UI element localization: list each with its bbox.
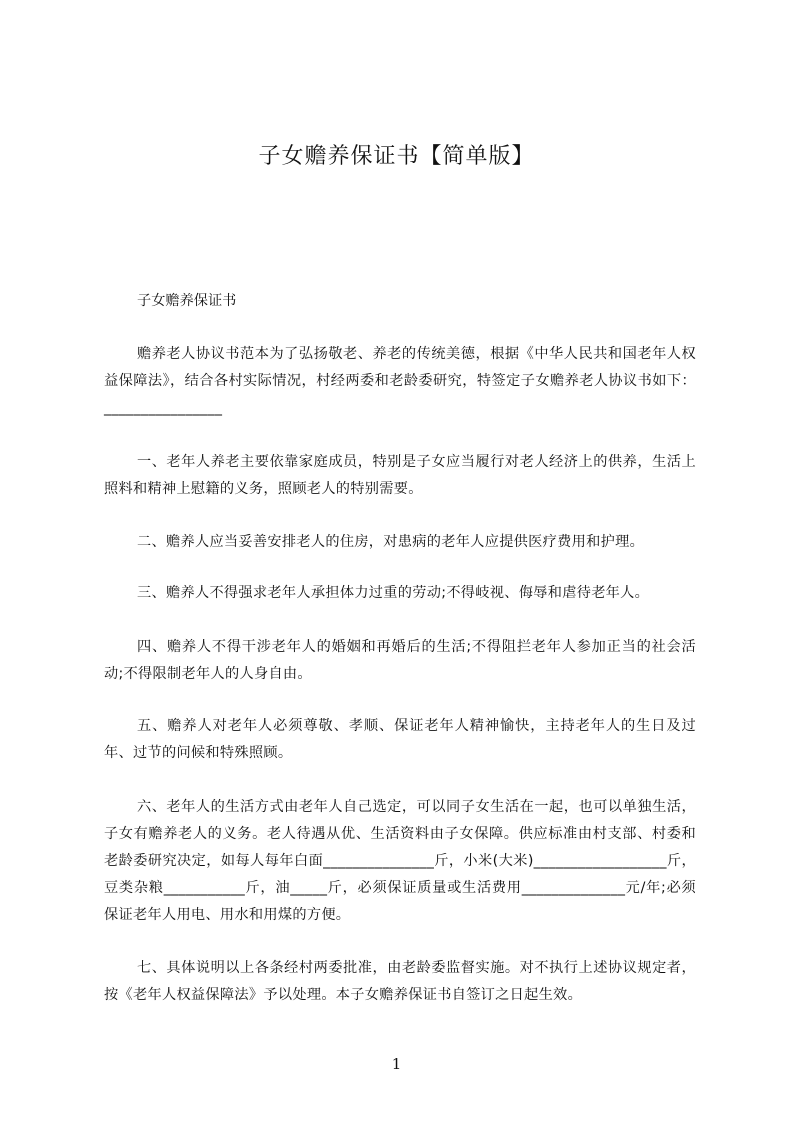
clause-2: 二、赡养人应当妥善安排老人的住房，对患病的老年人应提供医疗费用和护理。 xyxy=(137,534,645,550)
clause-1: 一、老年人养老主要依靠家庭成员，特别是子女应当履行对老人经济上的供养，生活上照料和精神上慰籍的义务，照顾老人的特别需要。 xyxy=(104,454,696,497)
page-number: 1 xyxy=(391,1055,402,1073)
document-title: 子女赡养保证书【简单版】 xyxy=(258,144,535,169)
clause-6: 六、老年人的生活方式由老年人自己选定，可以同子女生活在一起，也可以单独生活，子女有赡养老人的义务。老人待遇从优、生活资料由子女保障。供应标准由村支部、村委和老龄委研究决定，如每人每年白面_______________斤，小米(大米)__________________斤，豆类杂粮___________斤，油_____斤，必须保证质量或生活费用______________元/年;必须保证老年人用电、用水和用煤的方便。 xyxy=(104,799,696,923)
clause-3: 三、赡养人不得强求老年人承担体力过重的劳动;不得岐视、侮辱和虐待老年人。 xyxy=(137,585,650,601)
clause-5: 五、赡养人对老年人必须尊敬、孝顺、保证老年人精神愉快，主持老年人的生日及过年、过节的问候和特殊照顾。 xyxy=(104,718,696,761)
intro-paragraph: 赡养老人协议书范本为了弘扬敬老、养老的传统美德，根据《中华人民共和国老年人权益保障法》，结合各村实际情况，村经两委和老龄委研究，特签定子女赡养老人协议书如下：________________ xyxy=(104,346,696,416)
document-subtitle: 子女赡养保证书 xyxy=(137,293,237,309)
clause-7: 七、具体说明以上各条经村两委批准，由老龄委监督实施。对不执行上述协议规定者，按《老年人权益保障法》予以处理。本子女赡养保证书自签订之日起生效。 xyxy=(104,960,696,1003)
clause-4: 四、赡养人不得干涉老年人的婚姻和再婚后的生活;不得阻拦老年人参加正当的社会活动;不得限制老年人的人身自由。 xyxy=(104,639,696,682)
